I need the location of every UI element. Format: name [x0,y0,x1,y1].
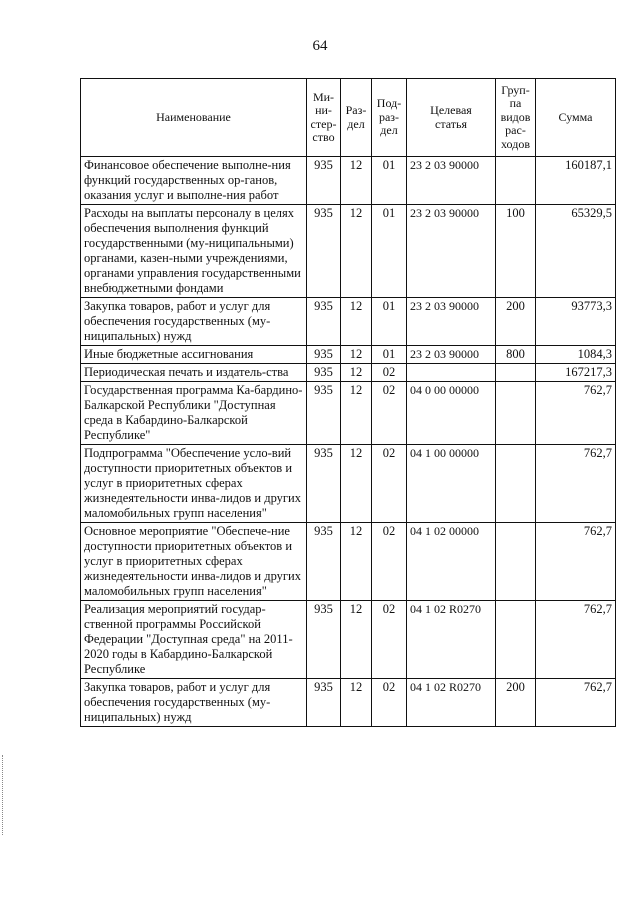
cell-target-item: 23 2 03 90000 [407,205,496,298]
cell-ministry: 935 [307,346,341,364]
cell-name: Реализация мероприятий государ-ственной программы Российской Федерации "Доступная среда" на 2011-2020 годы в Кабардино-Балкарской Республике [81,601,307,679]
cell-sum: 65329,5 [536,205,616,298]
cell-section: 12 [341,523,372,601]
cell-name: Периодическая печать и издатель-ства [81,364,307,382]
cell-target-item: 23 2 03 90000 [407,298,496,346]
table-row [81,205,616,298]
cell-section: 12 [341,601,372,679]
table-header [81,79,616,157]
cell-sum: 762,7 [536,445,616,523]
cell-section: 12 [341,382,372,445]
scan-edge-mark [2,755,5,835]
cell-subsection: 02 [372,364,407,382]
cell-name: Закупка товаров, работ и услуг для обеспечения государственных (му-ниципальных) нужд [81,298,307,346]
cell-subsection: 02 [372,382,407,445]
cell-section: 12 [341,157,372,205]
table-row [81,346,616,364]
cell-expense-group [496,445,536,523]
cell-ministry: 935 [307,601,341,679]
cell-expense-group [496,601,536,679]
cell-ministry: 935 [307,679,341,727]
table-row [81,382,616,445]
table-row [81,364,616,382]
cell-expense-group [496,382,536,445]
cell-sum: 762,7 [536,601,616,679]
header-subsection: Под- раз- дел [372,79,407,157]
cell-ministry: 935 [307,445,341,523]
cell-sum: 762,7 [536,523,616,601]
cell-ministry: 935 [307,364,341,382]
header-section: Раз- дел [341,79,372,157]
cell-target-item: 04 1 02 R0270 [407,601,496,679]
cell-target-item: 23 2 03 90000 [407,346,496,364]
table-row [81,601,616,679]
cell-ministry: 935 [307,382,341,445]
cell-subsection: 01 [372,205,407,298]
cell-section: 12 [341,679,372,727]
cell-section: 12 [341,346,372,364]
cell-ministry: 935 [307,298,341,346]
cell-expense-group: 200 [496,298,536,346]
cell-expense-group: 200 [496,679,536,727]
cell-target-item: 04 1 02 00000 [407,523,496,601]
cell-expense-group [496,364,536,382]
table-body [81,157,616,727]
header-expense-group: Груп- па видов рас- ходов [496,79,536,157]
cell-name: Государственная программа Ка-бардино-Балкарской Республики "Доступная среда в Кабардино-Балкарской Республике" [81,382,307,445]
table-row [81,679,616,727]
cell-sum: 167217,3 [536,364,616,382]
cell-section: 12 [341,364,372,382]
cell-expense-group [496,157,536,205]
cell-sum: 762,7 [536,382,616,445]
table-row [81,523,616,601]
header-ministry: Ми- ни- стер- ство [307,79,341,157]
cell-sum: 160187,1 [536,157,616,205]
header-sum: Сумма [536,79,616,157]
cell-ministry: 935 [307,157,341,205]
cell-expense-group [496,523,536,601]
cell-target-item: 04 0 00 00000 [407,382,496,445]
cell-name: Закупка товаров, работ и услуг для обеспечения государственных (му-ниципальных) нужд [81,679,307,727]
cell-ministry: 935 [307,523,341,601]
cell-sum: 93773,3 [536,298,616,346]
page-number: 64 [312,38,328,54]
cell-subsection: 01 [372,298,407,346]
table-row [81,298,616,346]
cell-ministry: 935 [307,205,341,298]
cell-target-item: 04 1 00 00000 [407,445,496,523]
cell-subsection: 02 [372,679,407,727]
cell-sum: 1084,3 [536,346,616,364]
header-target-item: Целевая статья [407,79,496,157]
cell-expense-group: 800 [496,346,536,364]
cell-name: Финансовое обеспечение выполне-ния функций государственных ор-ганов, оказания услуг и выполне-ния работ [81,157,307,205]
cell-subsection: 01 [372,157,407,205]
cell-section: 12 [341,298,372,346]
header-name: Наименование [81,79,307,157]
cell-subsection: 01 [372,346,407,364]
budget-table [80,78,616,727]
cell-target-item [407,364,496,382]
table-row [81,445,616,523]
cell-name: Иные бюджетные ассигнования [81,346,307,364]
cell-subsection: 02 [372,445,407,523]
cell-name: Основное мероприятие "Обеспече-ние доступности приоритетных объектов и услуг в приоритетных сферах жизнедеятельности инва-лидов и других маломобильных групп населения" [81,523,307,601]
table-row [81,157,616,205]
cell-expense-group: 100 [496,205,536,298]
cell-name: Расходы на выплаты персоналу в целях обеспечения выполнения функций государственными (му-ниципальными) органами, казен-ными учреждениями, органами управления государственными внебюджетными фондами [81,205,307,298]
cell-name: Подпрограмма "Обеспечение усло-вий доступности приоритетных объектов и услуг в приоритетных сферах жизнедеятельности инва-лидов и других маломобильных групп населения" [81,445,307,523]
cell-sum: 762,7 [536,679,616,727]
cell-target-item: 04 1 02 R0270 [407,679,496,727]
cell-target-item: 23 2 03 90000 [407,157,496,205]
cell-subsection: 02 [372,601,407,679]
cell-section: 12 [341,205,372,298]
cell-subsection: 02 [372,523,407,601]
cell-section: 12 [341,445,372,523]
